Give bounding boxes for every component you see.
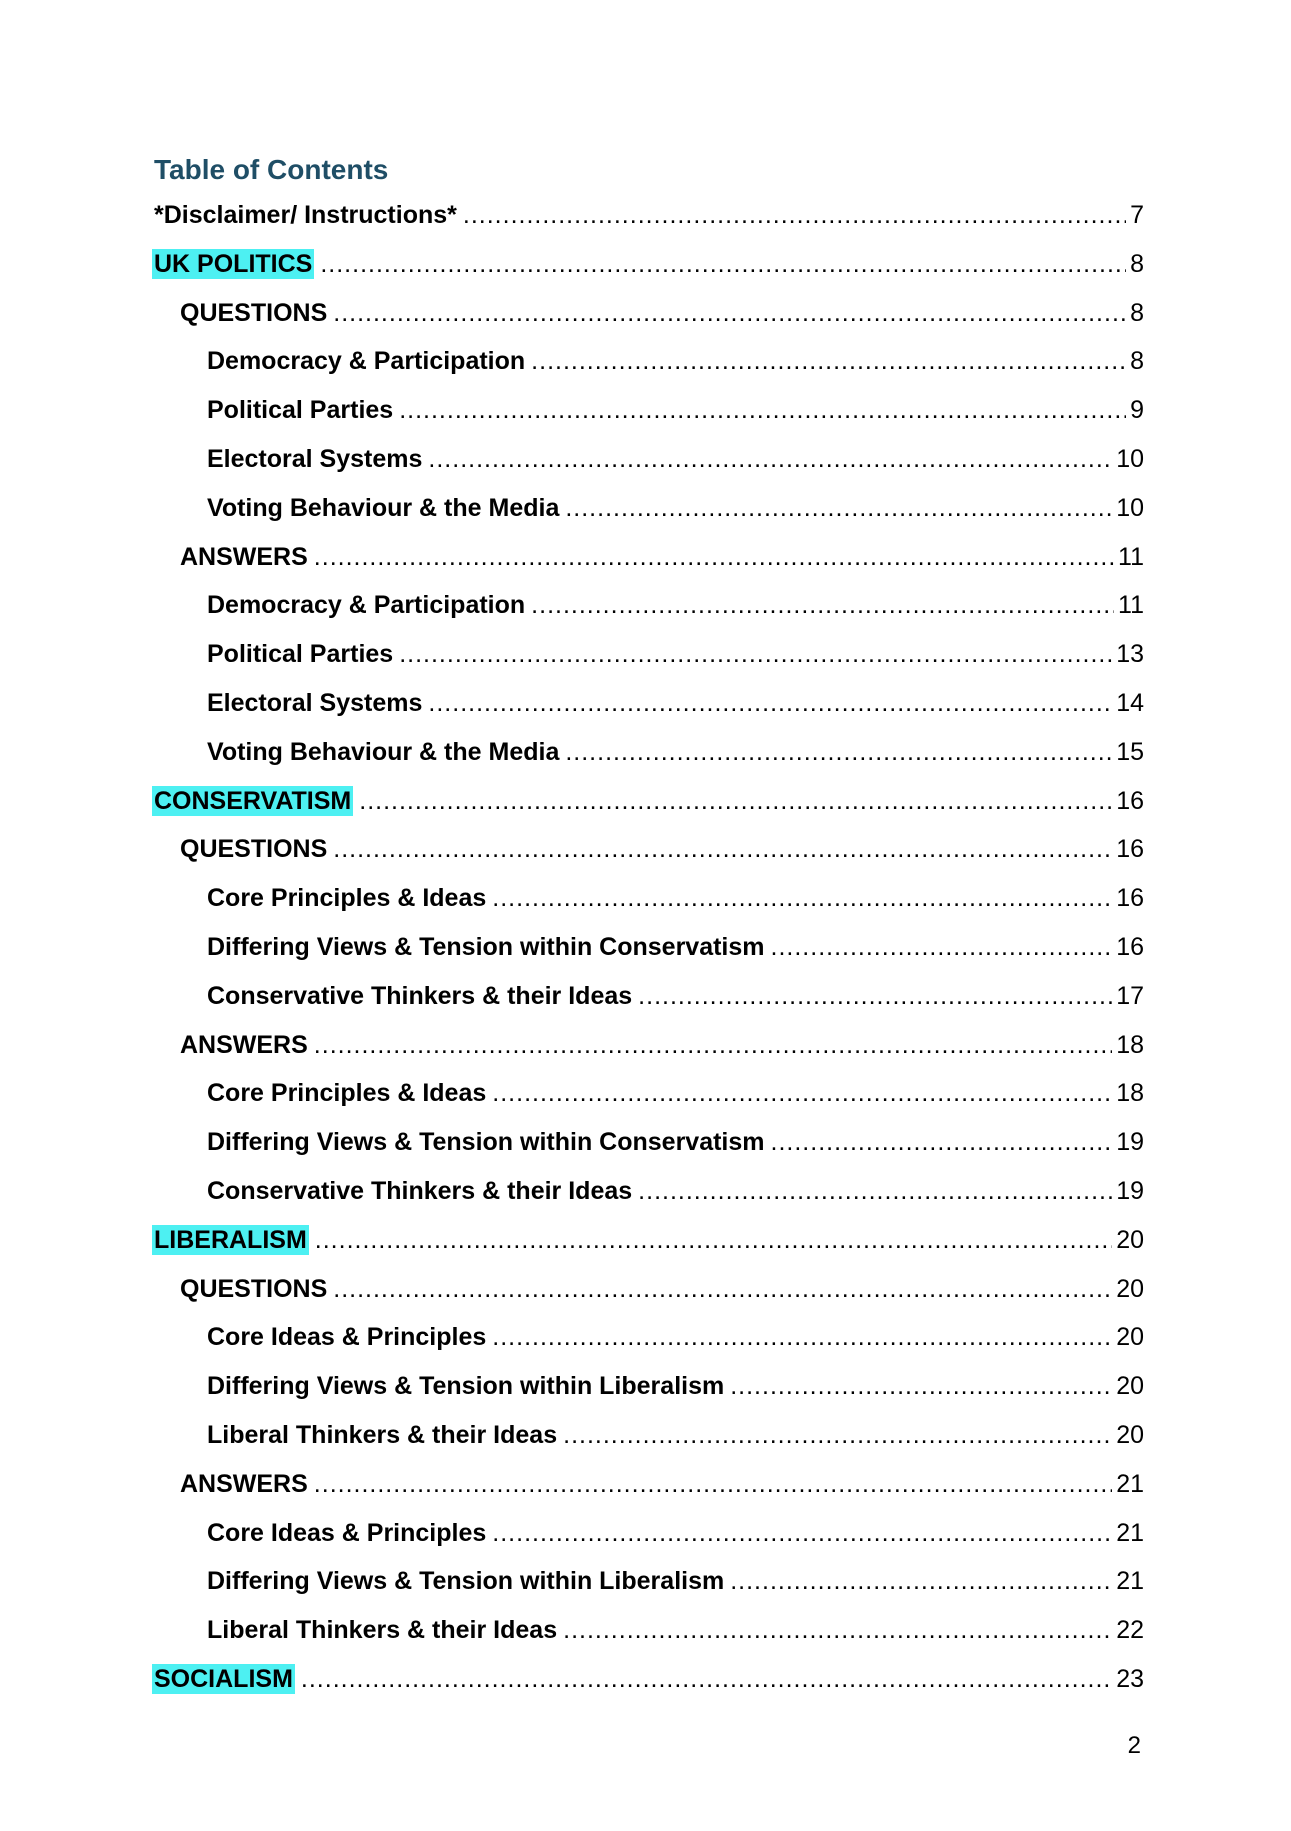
toc-entry[interactable] (154, 190, 1144, 230)
toc-page-number: 16 (1116, 933, 1144, 961)
toc-entry-label: Core Principles & Ideas (207, 1079, 487, 1108)
toc-entry-label: Democracy & Participation (207, 591, 526, 620)
toc-entry[interactable] (154, 580, 1144, 620)
toc-page-number: 8 (1130, 249, 1144, 278)
toc-entry-label: Core Ideas & Principles (207, 1323, 487, 1352)
dot-leader (314, 1030, 1112, 1060)
toc-page-number: 20 (1116, 1372, 1144, 1401)
toc-entry-label: Electoral Systems (207, 445, 423, 473)
page-title: Table of Contents (154, 154, 389, 185)
toc-page-number: 8 (1130, 347, 1144, 376)
toc-page-number: 18 (1116, 1030, 1144, 1059)
toc-entry[interactable] (154, 1068, 1144, 1108)
toc-page-number: 18 (1116, 1079, 1144, 1108)
toc-page-number: 17 (1116, 981, 1144, 1010)
dot-leader (399, 395, 1126, 425)
toc-page-number: 11 (1118, 591, 1144, 620)
toc-entry[interactable] (154, 239, 1144, 279)
dot-leader (771, 1127, 1113, 1157)
dot-leader (428, 688, 1112, 718)
toc-entry[interactable] (154, 1605, 1144, 1645)
toc-entry[interactable] (154, 776, 1144, 816)
dot-leader (428, 444, 1112, 474)
toc-entry-label: Liberal Thinkers & their Ideas (207, 1421, 558, 1449)
toc-entry-label: Voting Behaviour & the Media (207, 737, 560, 766)
toc-entry-label: Electoral Systems (207, 689, 423, 717)
toc-section-label: LIBERALISM (154, 1225, 307, 1254)
toc-entry-label: Differing Views & Tension within Liberalism (207, 1372, 725, 1401)
toc-entry-label: Conservative Thinkers & their Ideas (207, 981, 633, 1010)
toc-entry-label: Liberal Thinkers & their Ideas (207, 1616, 558, 1645)
toc-page-number: 10 (1116, 445, 1144, 473)
toc-section-label: UK POLITICS (154, 249, 313, 278)
toc-entry[interactable] (154, 483, 1144, 523)
toc-entry[interactable] (154, 1020, 1144, 1060)
dot-leader (333, 1274, 1112, 1304)
toc-page-number: 19 (1116, 1177, 1144, 1205)
toc-page-number: 20 (1116, 1323, 1144, 1352)
toc-entry[interactable] (154, 336, 1144, 376)
toc-entry-label: Differing Views & Tension within Conservatism (207, 1128, 765, 1157)
toc-entry-label: QUESTIONS (180, 835, 328, 864)
toc-entry-label: QUESTIONS (180, 298, 328, 327)
toc-page-number: 22 (1116, 1616, 1144, 1645)
toc-entry[interactable] (154, 1654, 1144, 1694)
dot-leader (333, 298, 1126, 328)
dot-leader (563, 1420, 1112, 1450)
toc-entry-label: Democracy & Participation (207, 347, 526, 376)
toc-entry[interactable] (154, 727, 1144, 767)
page-number: 2 (1127, 1732, 1141, 1759)
dot-leader (771, 932, 1113, 962)
toc-entry[interactable] (154, 434, 1144, 474)
toc-entry-label: ANSWERS (180, 542, 308, 571)
toc-entry[interactable] (154, 288, 1144, 328)
toc-entry-label: ANSWERS (180, 1469, 308, 1498)
toc-entry-label: *Disclaimer/ Instructions* (154, 201, 457, 229)
dot-leader (531, 346, 1126, 376)
dot-leader (531, 590, 1114, 620)
dot-leader (638, 981, 1112, 1011)
dot-leader (315, 1225, 1112, 1255)
toc-entry-label: Political Parties (207, 396, 394, 425)
toc-page-number: 14 (1116, 689, 1144, 717)
dot-leader (565, 493, 1112, 523)
dot-leader (314, 1469, 1112, 1499)
toc-entry[interactable] (154, 1410, 1144, 1450)
toc-entry[interactable] (154, 971, 1144, 1011)
toc-entry-label: Core Principles & Ideas (207, 884, 487, 913)
dot-leader (399, 639, 1112, 669)
toc-page-number: 21 (1116, 1567, 1144, 1596)
toc-entry[interactable] (154, 824, 1144, 864)
dot-leader (638, 1176, 1112, 1206)
toc-entry-label: QUESTIONS (180, 1274, 328, 1303)
toc-page-number: 20 (1116, 1421, 1144, 1449)
toc-page-number: 20 (1116, 1225, 1144, 1254)
toc-page-number: 8 (1130, 298, 1144, 327)
toc-page-number: 16 (1116, 835, 1144, 864)
toc-entry[interactable] (154, 1556, 1144, 1596)
toc-section-label: SOCIALISM (154, 1665, 293, 1693)
dot-leader (492, 1322, 1112, 1352)
toc-page-number: 16 (1116, 884, 1144, 913)
toc-entry[interactable] (154, 1459, 1144, 1499)
toc-entry[interactable] (154, 1361, 1144, 1401)
toc-entry[interactable] (154, 532, 1144, 572)
toc-page-number: 10 (1116, 493, 1144, 522)
toc-entry[interactable] (154, 629, 1144, 669)
toc-entry[interactable] (154, 1312, 1144, 1352)
toc-entry[interactable] (154, 922, 1144, 962)
toc-entry[interactable] (154, 1117, 1144, 1157)
toc-page-number: 19 (1116, 1128, 1144, 1157)
toc-page-number: 13 (1116, 640, 1144, 669)
dot-leader (565, 737, 1112, 767)
toc-section-label: CONSERVATISM (154, 786, 352, 815)
toc-entry-label: Political Parties (207, 640, 394, 669)
dot-leader (333, 834, 1112, 864)
toc-entry[interactable] (154, 385, 1144, 425)
toc-page-number: 9 (1130, 396, 1144, 425)
toc-page-number: 20 (1116, 1274, 1144, 1303)
toc-entry[interactable] (154, 1264, 1144, 1304)
toc-page-number: 21 (1116, 1469, 1144, 1498)
toc-entry[interactable] (154, 873, 1144, 913)
dot-leader (359, 786, 1112, 816)
toc-entry[interactable] (154, 1215, 1144, 1255)
toc-page-number: 23 (1116, 1665, 1144, 1693)
toc-entry[interactable] (154, 678, 1144, 718)
dot-leader (320, 249, 1126, 279)
toc-entry-label: ANSWERS (180, 1030, 308, 1059)
toc-entry[interactable] (154, 1508, 1144, 1548)
toc-entry[interactable] (154, 1166, 1144, 1206)
toc-page-number: 15 (1116, 737, 1144, 766)
toc-entry-label: Differing Views & Tension within Conservatism (207, 933, 765, 961)
toc-entry-label: Differing Views & Tension within Liberalism (207, 1567, 725, 1596)
dot-leader (730, 1371, 1112, 1401)
dot-leader (492, 883, 1112, 913)
toc-page-number: 7 (1130, 201, 1144, 229)
dot-leader (492, 1518, 1112, 1548)
toc-page-number: 11 (1118, 542, 1144, 571)
dot-leader (730, 1566, 1112, 1596)
toc-entry-label: Voting Behaviour & the Media (207, 493, 560, 522)
toc-page-number: 21 (1116, 1518, 1144, 1547)
dot-leader (492, 1078, 1112, 1108)
toc-page-number: 16 (1116, 786, 1144, 815)
dot-leader (463, 200, 1126, 230)
dot-leader (314, 542, 1114, 572)
dot-leader (563, 1615, 1112, 1645)
toc-entry-label: Core Ideas & Principles (207, 1518, 487, 1547)
dot-leader (301, 1664, 1112, 1694)
toc-entry-label: Conservative Thinkers & their Ideas (207, 1177, 633, 1205)
